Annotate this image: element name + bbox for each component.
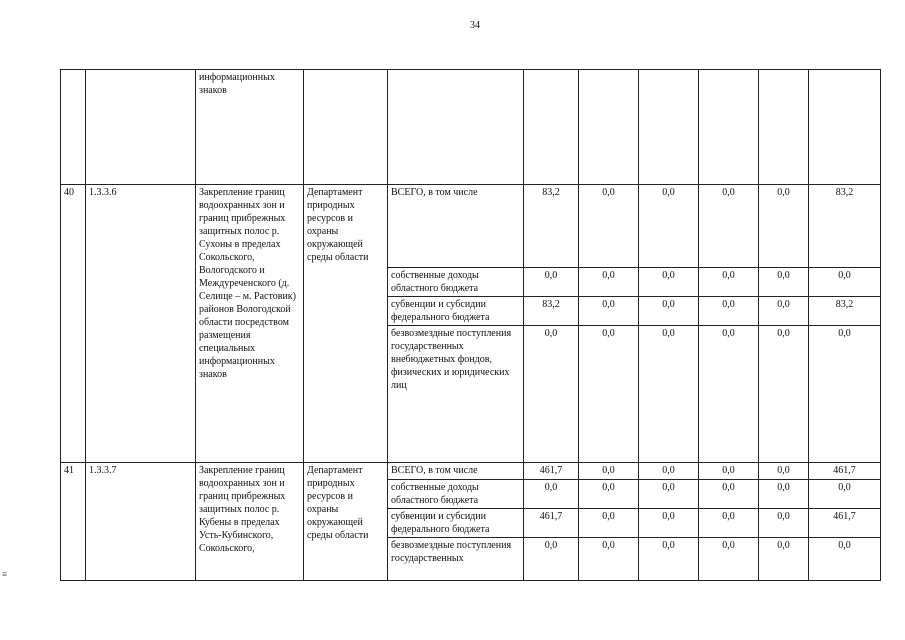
cell-value: 0,0 [639,185,699,268]
cell-value: 0,0 [639,480,699,509]
cell-value: 83,2 [809,185,881,268]
cell-source: ВСЕГО, в том числе [388,463,524,480]
cell-value: 0,0 [759,509,809,538]
cell-value: 0,0 [699,185,759,268]
cell-value: 0,0 [699,463,759,480]
cell-value [579,70,639,185]
cell-value: 0,0 [524,268,579,297]
cell-value: 0,0 [639,326,699,463]
cell-value: 0,0 [639,297,699,326]
page-number: 34 [470,20,480,31]
cell-value: 0,0 [699,480,759,509]
cell-value: 0,0 [524,538,579,581]
cell-source: безвозмездные поступления государственных [388,538,524,581]
cell-name: Закрепление границ водоохранных зон и границ прибрежных защитных полос р. Кубены в пределах Усть-Кубинского, Сокольского, [196,463,304,581]
cell-code: 1.3.3.7 [86,463,196,581]
cell-source: безвозмездные поступления государственных внебюджетных фондов, физических и юридических лиц [388,326,524,463]
cell-code [86,70,196,185]
cell-value: 0,0 [579,509,639,538]
cell-value: 0,0 [759,326,809,463]
table-row [61,463,881,480]
table-row [61,185,881,268]
cell-value: 0,0 [579,480,639,509]
cell-executor: Департамент природных ресурсов и охраны окружающей среды области [304,463,388,581]
cell-value: 0,0 [699,297,759,326]
cell-value: 0,0 [579,326,639,463]
cell-value: 0,0 [759,463,809,480]
cell-executor: Департамент природных ресурсов и охраны окружающей среды области [304,185,388,463]
cell-name: информационных знаков [196,70,304,185]
cell-value: 0,0 [579,268,639,297]
cell-source [388,70,524,185]
cell-value: 83,2 [524,297,579,326]
cell-value: 83,2 [524,185,579,268]
cell-value: 0,0 [759,185,809,268]
cell-value: 0,0 [579,463,639,480]
margin-mark: ≡ [2,569,8,579]
cell-value: 0,0 [639,538,699,581]
cell-value: 0,0 [639,268,699,297]
cell-value: 0,0 [699,538,759,581]
budget-table [60,69,881,581]
cell-value [524,70,579,185]
cell-source: субвенции и субсидии федерального бюджета [388,297,524,326]
cell-value: 0,0 [639,509,699,538]
cell-source: субвенции и субсидии федерального бюджета [388,509,524,538]
cell-value: 0,0 [579,538,639,581]
cell-value: 0,0 [579,185,639,268]
cell-value [809,70,881,185]
cell-value: 0,0 [524,480,579,509]
cell-value: 461,7 [809,509,881,538]
cell-value: 0,0 [809,268,881,297]
cell-no [61,70,86,185]
cell-value: 0,0 [699,326,759,463]
cell-value: 0,0 [809,538,881,581]
cell-value: 0,0 [759,480,809,509]
cell-value: 0,0 [639,463,699,480]
cell-source: ВСЕГО, в том числе [388,185,524,268]
cell-value: 0,0 [759,268,809,297]
cell-value [639,70,699,185]
cell-value: 0,0 [759,297,809,326]
cell-value: 0,0 [699,509,759,538]
cell-no: 40 [61,185,86,463]
cell-value: 0,0 [699,268,759,297]
cell-name: Закрепление границ водоохранных зон и границ прибрежных защитных полос р. Сухоны в пределах Сокольского, Вологодского и Междуреченского (д. Селище – м. Растовик) районов Вологодской области посредством размещения специальных информационных знаков [196,185,304,463]
cell-value: 83,2 [809,297,881,326]
cell-value [759,70,809,185]
cell-value: 0,0 [809,480,881,509]
cell-source: собственные доходы областного бюджета [388,268,524,297]
cell-no: 41 [61,463,86,581]
cell-value: 0,0 [809,326,881,463]
cell-executor [304,70,388,185]
cell-value: 461,7 [524,509,579,538]
cell-value: 0,0 [524,326,579,463]
cell-value: 0,0 [759,538,809,581]
cell-value [699,70,759,185]
continuation-row [61,70,881,185]
cell-value: 461,7 [524,463,579,480]
cell-source: собственные доходы областного бюджета [388,480,524,509]
cell-code: 1.3.3.6 [86,185,196,463]
cell-value: 0,0 [579,297,639,326]
cell-value: 461,7 [809,463,881,480]
